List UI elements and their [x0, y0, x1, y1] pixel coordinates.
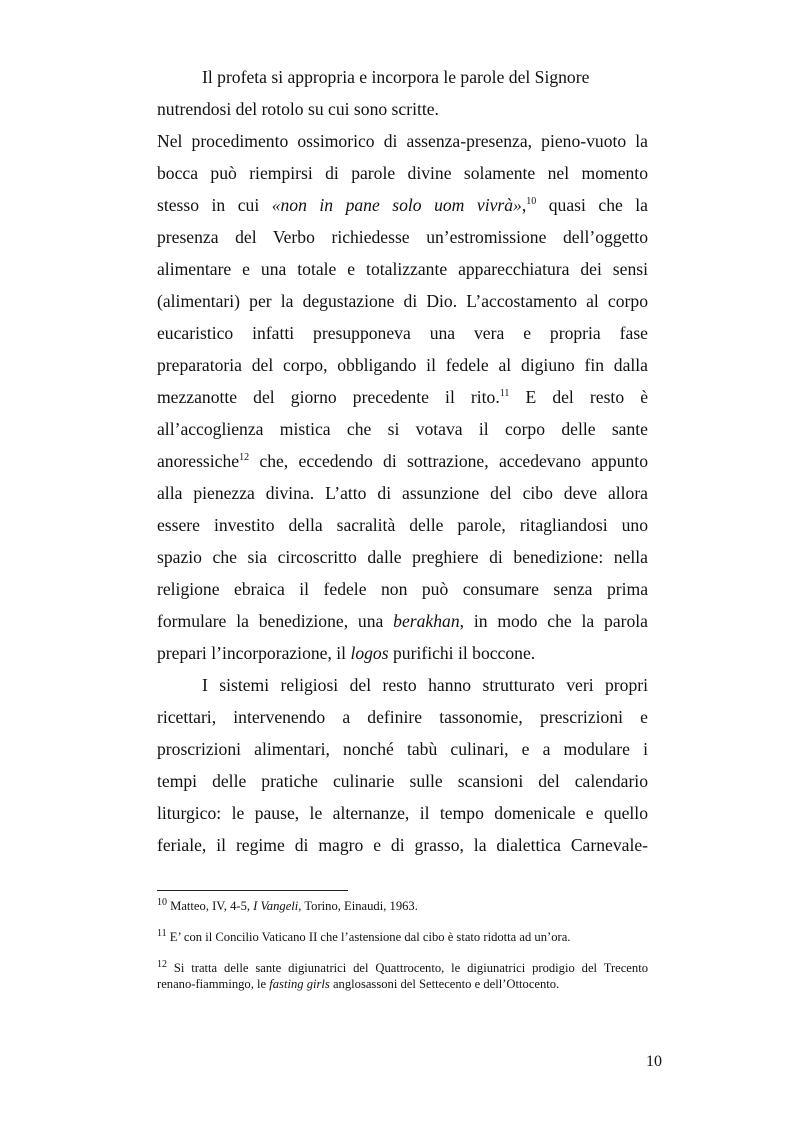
body-line-19: prepari l’incorporazione, il logos purifichi il boccone.: [157, 643, 536, 663]
body-line-22: proscrizioni alimentari, nonché tabù culinari, e a modulare i: [157, 739, 648, 759]
footnote-ref-12: 12: [239, 452, 250, 464]
body-line-24: liturgico: le pause, le alternanze, il tempo domenicale e quello: [157, 803, 648, 823]
body-line-25: feriale, il regime di magro e di grasso, la dialettica Carnevale-: [157, 835, 648, 855]
body-line-3: Nel procedimento ossimorico di assenza-presenza, pieno-vuoto la: [157, 131, 648, 151]
body-line-13: anoressiche$^{12}$ che, eccedendo di sottrazione, accedevano appunto: [157, 451, 648, 471]
body-line-10: preparatoria del corpo, obbligando il fedele al digiuno fin dalla: [157, 355, 648, 375]
body-line-1: Il profeta si appropria e incorpora le parole del Signore: [202, 67, 590, 87]
body-line-6: presenza del Verbo richiedesse un’estromissione dell’oggetto: [157, 227, 648, 247]
body-line-18: formulare la benedizione, una berakhan, in modo che la parola: [157, 611, 648, 631]
term-italic: berakhan: [393, 611, 460, 631]
body-line-21: ricettari, intervenendo a definire tassonomie, prescrizioni e: [157, 707, 648, 727]
body-line-7: alimentare e una totale e totalizzante apparecchiatura dei sensi: [157, 259, 648, 279]
term-italic: logos: [350, 643, 389, 663]
body-line-17: religione ebraica il fedele non può consumare senza prima: [157, 579, 648, 599]
page-number: 10: [646, 1053, 662, 1070]
footnote-separator: [157, 890, 348, 891]
quote-italic: «non in pane solo uom vivrà»: [271, 195, 522, 215]
body-line-20: I sistemi religiosi del resto hanno strutturato veri propri: [202, 675, 648, 695]
body-line-8: (alimentari) per la degustazione di Dio. L’accostamento al corpo: [157, 291, 648, 311]
body-line-23: tempi delle pratiche culinarie sulle scansioni del calendario: [157, 771, 648, 791]
body-line-9: eucaristico infatti presupponeva una vera e propria fase: [157, 323, 648, 343]
body-line-2: nutrendosi del rotolo su cui sono scritte.: [157, 99, 439, 119]
body-line-5: stesso in cui «non in pane solo uom vivrà»,$^{10}$ quasi che la: [157, 195, 648, 215]
footnote-ref-10: 10: [526, 196, 537, 208]
footnote-12: $^{12}$ Si tratta delle sante digiunatrici del Quattrocento, le digiunatrici prodigio del Trecento: [157, 958, 648, 975]
body-line-11: mezzanotte del giorno precedente il rito.$^{11}$ E del resto è: [157, 387, 649, 407]
footnote-10: $^{10}$ Matteo, IV, 4-5, I Vangeli, Torino, Einaudi, 1963.: [157, 896, 418, 913]
footnote-ref-11: 11: [499, 388, 510, 400]
body-line-14: alla pienezza divina. L’atto di assunzione del cibo deve allora: [157, 483, 648, 503]
body-line-16: spazio che sia circoscritto dalle preghiere di benedizione: nella: [157, 547, 648, 567]
footnote-11: $^{11}$ E’ con il Concilio Vaticano II che l’astensione dal cibo è stato ridotta ad un’ora.: [157, 927, 571, 944]
body-line-15: essere investito della sacralità delle parole, ritagliandosi uno: [157, 515, 648, 535]
body-line-4: bocca può riempirsi di parole divine solamente nel momento: [157, 163, 648, 183]
footnote-12-continued: renano-fiammingo, le fasting girls anglosassoni del Settecento e dell’Ottocento.: [157, 977, 560, 991]
body-line-12: all’accoglienza mistica che si votava il corpo delle sante: [157, 419, 648, 439]
